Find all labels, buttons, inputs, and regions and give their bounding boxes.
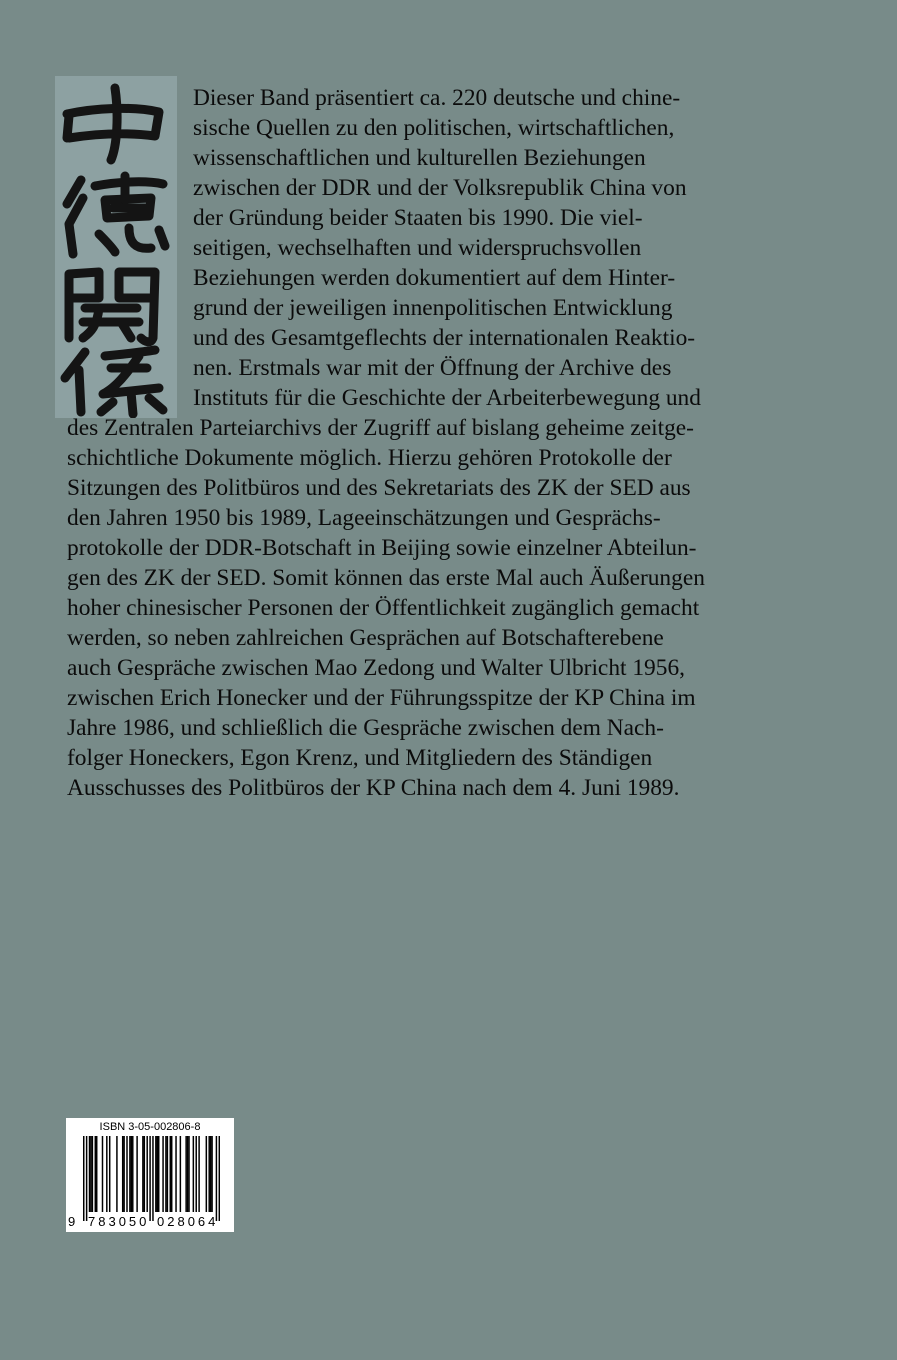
description-line: nen. Erstmals war mit der Öffnung der Archive des: [193, 355, 672, 381]
barcode-bar: [195, 1136, 196, 1212]
isbn-digit-left-group: 783050: [88, 1214, 150, 1229]
barcode-bar: [152, 1136, 153, 1221]
barcode-bar: [122, 1136, 123, 1212]
description-line: folger Honeckers, Egon Krenz, und Mitgliedern des Ständigen: [67, 745, 653, 771]
barcode-bar: [142, 1136, 143, 1212]
barcode-bar: [123, 1136, 124, 1212]
barcode-bar: [90, 1136, 91, 1212]
description-line: den Jahren 1950 bis 1989, Lageeinschätzungen und Gesprächs-: [67, 505, 661, 531]
barcode-bar: [89, 1136, 90, 1212]
description-line: schichtliche Dokumente möglich. Hierzu gehören Protokolle der: [67, 445, 672, 471]
barcode-bar: [116, 1136, 117, 1212]
barcode-bar: [126, 1136, 127, 1212]
description-line: werden, so neben zahlreichen Gesprächen auf Botschafterebene: [67, 625, 664, 651]
description-line: grund der jeweiligen innenpolitischen Entwicklung: [193, 295, 673, 321]
description-line: hoher chinesischer Personen der Öffentlichkeit zugänglich gemacht: [67, 595, 700, 621]
description-line: des Zentralen Parteiarchivs der Zugriff auf bislang geheime zeitge-: [67, 415, 694, 441]
barcode-bar: [211, 1136, 212, 1212]
barcode-bar: [165, 1136, 166, 1212]
barcode-bar: [144, 1136, 145, 1212]
barcode-bar: [219, 1136, 220, 1221]
description-line: gen des ZK der SED. Somit können das erste Mal auch Äußerungen: [67, 565, 705, 591]
barcode-bar: [185, 1136, 186, 1212]
barcode-bar: [96, 1136, 97, 1212]
barcode-bar: [208, 1136, 209, 1212]
isbn-label: ISBN 3-05-002806-8: [99, 1121, 201, 1133]
description-line: Jahre 1986, und schließlich die Gespräche zwischen dem Nach-: [67, 715, 664, 741]
barcode-bar: [109, 1136, 110, 1212]
description-line: Ausschusses des Politbüros der KP China nach dem 4. Juni 1989.: [67, 775, 680, 801]
barcode-bar: [167, 1136, 168, 1212]
description-line: sische Quellen zu den politischen, wirtschaftlichen,: [193, 115, 675, 141]
barcode-bar: [193, 1136, 194, 1212]
description-line: Sitzungen des Politbüros und des Sekretariats des ZK der SED aus: [67, 475, 691, 501]
barcode-bar: [158, 1136, 159, 1212]
barcode-bar: [216, 1136, 217, 1221]
barcode-bar: [102, 1136, 103, 1212]
barcode-bar: [149, 1136, 150, 1221]
description-line: seitigen, wechselhaften und widerspruchsvollen: [193, 235, 642, 261]
isbn-digit-right-group: 028064: [157, 1214, 219, 1229]
barcode-bar: [180, 1136, 181, 1212]
barcode-bar: [206, 1136, 207, 1212]
barcode-bar: [106, 1136, 107, 1212]
barcode-bar: [132, 1136, 133, 1212]
description-line: auch Gespräche zwischen Mao Zedong und Walter Ulbricht 1956,: [67, 655, 685, 681]
description-line: zwischen der DDR und der Volksrepublik China von: [193, 175, 687, 201]
barcode-bar: [210, 1136, 211, 1212]
description-line: Dieser Band präsentiert ca. 220 deutsche und chine-: [193, 85, 681, 111]
barcode-bar: [155, 1136, 156, 1212]
description-line: der Gründung beider Staaten bis 1990. Die viel-: [193, 205, 643, 231]
description-line: und des Gesamtgeflechts der internationalen Reaktio-: [193, 325, 696, 351]
barcode-bar: [92, 1136, 93, 1212]
barcode-bar: [198, 1136, 199, 1212]
description-line: zwischen Erich Honecker und der Führungsspitze der KP China im: [67, 685, 696, 711]
barcode-bar: [170, 1136, 171, 1212]
barcode-bar: [171, 1136, 172, 1212]
description-line: Instituts für die Geschichte der Arbeiterbewegung und: [193, 385, 701, 411]
barcode-bar: [129, 1136, 130, 1212]
barcode-bar: [188, 1136, 189, 1212]
barcode-bar: [146, 1136, 147, 1212]
barcode-bar: [95, 1136, 96, 1212]
barcode-bar: [86, 1136, 87, 1221]
barcode: [83, 1136, 220, 1221]
isbn-digit-prefix: 9: [68, 1214, 76, 1229]
barcode-bar: [136, 1136, 137, 1212]
barcode-bar: [175, 1136, 176, 1212]
barcode-bar: [157, 1136, 158, 1212]
description-line: wissenschaftlichen und kulturellen Beziehungen: [193, 145, 646, 171]
description-text: [67, 83, 867, 803]
barcode-bar: [131, 1136, 132, 1212]
barcode-bar: [162, 1136, 163, 1212]
barcode-bar: [83, 1136, 84, 1221]
barcode-bar: [187, 1136, 188, 1212]
description-line: Beziehungen werden dokumentiert auf dem Hinter-: [193, 265, 676, 291]
description-line: protokolle der DDR-Botschaft in Beijing sowie einzelner Abteilun-: [67, 535, 697, 561]
isbn-barcode-box: [66, 1118, 234, 1232]
